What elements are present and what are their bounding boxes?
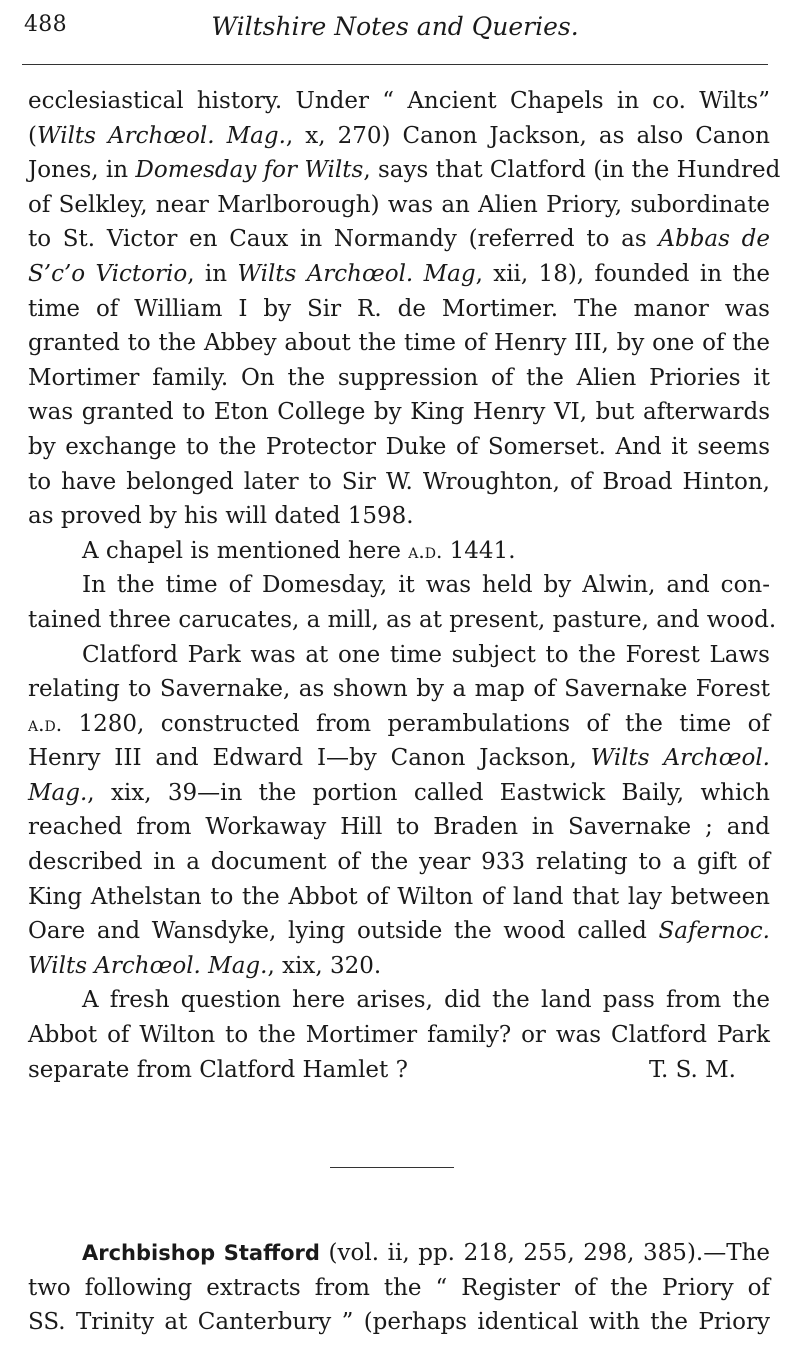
small-caps-text: a.d. xyxy=(28,711,63,736)
article-body xyxy=(28,84,781,1087)
text-run: , xii, 18), founded in the xyxy=(475,260,771,287)
page-number: 488 xyxy=(24,12,67,37)
text-run: reached from Workaway Hill to Braden in Savernake ; and xyxy=(28,814,770,841)
page-header xyxy=(22,8,768,58)
text-line xyxy=(28,499,770,534)
text-run: Henry III and Edward I—by Canon Jackson, xyxy=(28,745,591,772)
text-run: Oare and Wansdyke, lying outside the wood called xyxy=(28,918,659,945)
text-line xyxy=(28,568,770,603)
text-line xyxy=(28,1271,770,1306)
italic-citation: Wilts Archœol. Mag. xyxy=(36,122,286,149)
italic-citation: Domesday for Wilts xyxy=(135,157,364,184)
text-run: ecclesiastical history. Under “ Ancient Chapels in co. Wilts” xyxy=(28,88,770,114)
text-line xyxy=(28,1236,770,1271)
text-line xyxy=(28,222,770,257)
text-line xyxy=(28,361,770,396)
text-run: 1280, constructed from perambulations of the time of xyxy=(62,710,770,737)
text-run: by exchange to the Protector Duke of Somerset. And it seems xyxy=(28,433,770,460)
text-line xyxy=(28,983,770,1018)
text-line xyxy=(28,672,770,707)
text-run: 1441. xyxy=(442,537,516,564)
italic-citation: Safernoc. xyxy=(658,918,770,945)
text-run: to have belonged later to Sir W. Wroughton, of Broad Hinton, xyxy=(28,468,770,495)
text-line xyxy=(28,741,770,776)
text-run: ( xyxy=(28,122,37,149)
text-run: Abbot of Wilton to the Mortimer family? or was Clatford Park xyxy=(28,1022,770,1049)
text-run: In the time of Domesday, it was held by Alwin, and con- xyxy=(82,572,770,599)
text-line xyxy=(28,1018,770,1053)
italic-citation: Wilts Archœol. xyxy=(590,745,770,772)
text-line xyxy=(28,1305,770,1340)
text-line xyxy=(28,707,770,742)
text-run: granted to the Abbey about the time of Henry III, by one of the xyxy=(28,330,770,357)
italic-citation: Wilts Archœol. Mag. xyxy=(28,952,268,979)
italic-citation: S’c’o Victorio xyxy=(28,260,188,287)
text-line xyxy=(28,326,770,361)
text-line xyxy=(28,638,770,673)
text-run: A chapel is mentioned here xyxy=(82,537,409,564)
text-line xyxy=(28,84,770,119)
article-heading: Archbishop Stafford xyxy=(82,1241,320,1265)
text-line xyxy=(28,949,770,984)
text-run: tained three carucates, a mill, as at present, pasture, and wood. xyxy=(28,606,777,633)
text-run: to St. Victor en Caux in Normandy (referred to as xyxy=(28,226,659,253)
text-run: , xix, 39—in the portion called Eastwick Baily, which xyxy=(87,779,770,806)
text-line xyxy=(28,188,770,223)
text-line xyxy=(28,776,770,811)
next-article xyxy=(28,1236,770,1340)
header-rule xyxy=(22,64,768,65)
italic-citation: Abbas de xyxy=(658,226,770,253)
text-run: Clatford Park was at one time subject to the Forest Laws xyxy=(82,641,770,668)
text-run: separate from Clatford Hamlet ? xyxy=(28,1056,408,1083)
text-run: , x, 270) Canon Jackson, as also Canon xyxy=(285,122,770,149)
text-run: King Athelstan to the Abbot of Wilton of land that lay between xyxy=(28,883,770,910)
text-run: , says that Clatford (in the Hundred xyxy=(363,157,781,184)
text-line xyxy=(28,810,770,845)
text-line xyxy=(28,257,770,292)
small-caps-text: a.d. xyxy=(408,538,443,563)
text-run: Jones, in xyxy=(28,157,136,184)
text-line xyxy=(28,914,770,949)
text-run: (vol. ii, pp. 218, 255, 298, 385).—The xyxy=(319,1240,770,1266)
text-run: SS. Trinity at Canterbury ” (perhaps identical with the Priory xyxy=(28,1309,770,1336)
text-line xyxy=(28,292,770,327)
text-run: as proved by his will dated 1598. xyxy=(28,503,414,530)
text-line xyxy=(28,845,770,880)
text-run: Mortimer family. On the suppression of the Alien Priories it xyxy=(28,364,770,391)
text-line xyxy=(28,880,770,915)
text-run: was granted to Eton College by King Henry VI, but afterwards xyxy=(28,399,770,426)
text-line xyxy=(28,119,770,154)
text-line xyxy=(28,395,770,430)
text-run: A fresh question here arises, did the land pass from the xyxy=(82,987,770,1014)
text-line xyxy=(28,1053,770,1088)
text-run: , in xyxy=(187,260,238,287)
text-line xyxy=(28,153,781,188)
italic-citation: Mag. xyxy=(28,779,88,806)
running-head: Wiltshire Notes and Queries. xyxy=(211,12,579,41)
text-line xyxy=(28,534,770,569)
section-divider xyxy=(330,1167,454,1168)
author-signature: T. S. M. xyxy=(648,1056,736,1083)
text-line xyxy=(28,430,770,465)
text-run: of Selkley, near Marlborough) was an Alien Priory, subordinate xyxy=(28,191,770,218)
text-run: two following extracts from the “ Register of the Priory of xyxy=(28,1274,770,1301)
italic-citation: Wilts Archœol. Mag xyxy=(237,260,476,287)
text-run: relating to Savernake, as shown by a map of Savernake Forest xyxy=(28,676,770,703)
text-run: described in a document of the year 933 relating to a gift of xyxy=(28,849,770,876)
text-run: time of William I by Sir R. de Mortimer. The manor was xyxy=(28,295,770,322)
text-run: , xix, 320. xyxy=(267,952,382,979)
text-line xyxy=(28,603,777,638)
text-line xyxy=(28,465,770,500)
